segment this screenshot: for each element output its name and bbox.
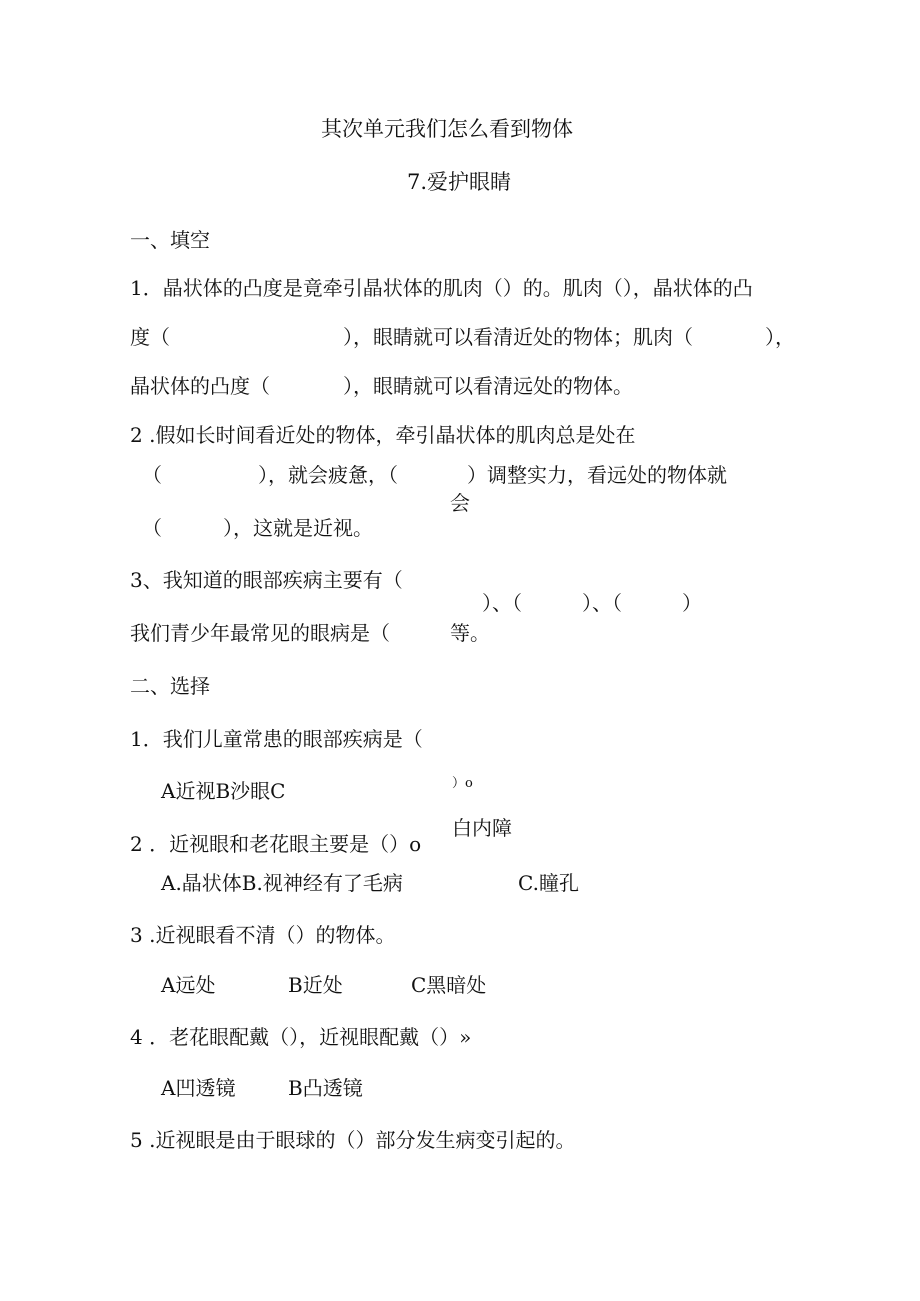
question-1-line-2a: 度（: [130, 325, 170, 349]
section-heading-fill-in: 一、填空: [130, 228, 210, 252]
choice-4-stem: 4 ．老花眼配戴（），近视眼配戴（）»: [130, 1025, 472, 1049]
choice-2-stem: 2 ．近视眼和老花眼主要是（）o: [130, 832, 422, 856]
question-2-line-2a: （: [142, 463, 162, 487]
choice-3-stem: 3 .近视眼看不清（）的物体。: [130, 923, 396, 947]
choice-5-stem: 5 .近视眼是由于眼球的（）部分发生病变引起的。: [130, 1128, 576, 1152]
question-1-line-2c: ），: [765, 325, 795, 349]
question-2-line-3b: ），这就是近视。: [223, 516, 373, 540]
choice-1-close: ）o: [452, 776, 473, 791]
choice-3-option-b: B近处: [288, 973, 343, 997]
question-2-line-3a: （: [142, 516, 162, 540]
choice-3-option-c: C黑暗处: [411, 973, 487, 997]
choice-3-option-a: A远处: [161, 973, 216, 997]
lesson-title: 7.爱护眼睛: [407, 170, 512, 194]
question-1-line-2b: ），眼睛就可以看清近处的物体；肌肉（: [343, 325, 693, 349]
choice-1-option-c-text: 白内障: [452, 816, 512, 840]
question-3-line-1: 3、我知道的眼部疾病主要有（: [130, 568, 403, 592]
question-3-line-2: ）、（ ）、（ ）: [482, 591, 702, 615]
question-2-line-2b: ），就会疲惫，（: [258, 463, 398, 487]
choice-4-option-a: A凹透镜: [161, 1076, 236, 1100]
choice-2-options-ab: A.晶状体B.视神经有了毛病: [161, 871, 403, 895]
question-2-line-1: 2 .假如长时间看近处的物体，牵引晶状体的肌肉总是处在: [130, 423, 636, 447]
question-2-line-2c: ）调整实力，看远处的物体就: [467, 463, 727, 487]
question-2-hui: 会: [450, 491, 470, 515]
question-1-line-1: 1．晶状体的凸度是竟牵引晶状体的肌肉（）的。肌肉（），晶状体的凸: [130, 276, 753, 300]
question-3-line-3: 我们青少年最常见的眼病是（: [130, 621, 390, 645]
choice-2-option-c: C.瞳孔: [518, 871, 579, 895]
question-1-line-3b: ），眼睛就可以看清远处的物体。: [343, 374, 633, 398]
question-1-line-3a: 晶状体的凸度（: [130, 374, 270, 398]
choice-1-stem: 1．我们儿童常患的眼部疾病是（: [130, 727, 423, 751]
choice-4-option-b: B凸透镜: [288, 1076, 363, 1100]
choice-1-options: A近视B沙眼C: [161, 779, 286, 803]
question-3-line-3b: 等。: [450, 621, 490, 645]
section-heading-choice: 二、选择: [130, 674, 210, 698]
document-title: 其次单元我们怎么看到物体: [321, 117, 573, 141]
